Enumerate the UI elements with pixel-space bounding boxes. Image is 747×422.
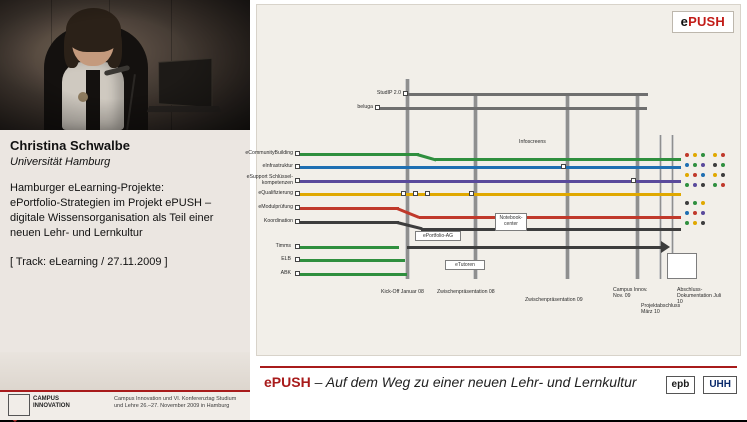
milestone-track-campus09 — [635, 95, 640, 279]
label-koordination: Koordination — [263, 218, 293, 224]
legend-dot — [701, 221, 705, 225]
interchange-marker — [413, 191, 418, 196]
line-equalifizierung-a — [299, 193, 407, 196]
interchange-marker — [631, 178, 636, 183]
station-esupport — [295, 178, 300, 183]
milestone-campus09: Campus Innov. Nov. 09 — [613, 287, 648, 299]
legend-dot — [721, 153, 725, 157]
line-studip — [408, 93, 648, 96]
label-beluga: beluga — [357, 104, 373, 110]
label-einfrastruktur: eInfrastruktur — [262, 163, 293, 169]
interchange-marker — [401, 191, 406, 196]
slide-content — [245, 4, 741, 356]
label-elb: ELB — [281, 256, 291, 262]
footer-brand: ePUSH — [264, 374, 311, 390]
thumbnail-logo-icon — [8, 394, 30, 416]
station-beluga — [375, 105, 380, 110]
talk-title-line-3: digitale Wissensorganisation als Teil einer — [10, 212, 214, 224]
station-ecommunity — [295, 151, 300, 156]
talk-track: [ Track: eLearning / 27.11.2009 ] — [10, 256, 168, 268]
legend-dot — [685, 163, 689, 167]
station-timms — [295, 244, 300, 249]
epush-logo-prefix: e — [680, 14, 689, 29]
speaker-info-card — [0, 130, 250, 352]
label-emodulpruefung: eModulprüfung — [258, 204, 293, 210]
roadmap-diagram — [245, 5, 740, 355]
station-emodulpruefung — [295, 205, 300, 210]
line-koordination-a — [299, 221, 399, 224]
uhh-logo: UHH — [703, 376, 737, 394]
legend-dot — [721, 173, 725, 177]
slide-footer — [250, 358, 747, 420]
legend-dot — [693, 153, 697, 157]
milestone-kickoff: Kick-Off Januar 08 — [381, 289, 424, 295]
line-esupport-a — [299, 180, 431, 183]
interchange-marker — [425, 191, 430, 196]
milestone-track-zwisch08 — [473, 95, 478, 279]
legend-dot — [701, 183, 705, 187]
epush-logo-suffix: PUSH — [688, 14, 725, 29]
legend-dot — [693, 163, 697, 167]
line-equalifizierung-b — [405, 193, 681, 196]
legend-dot — [721, 183, 725, 187]
talk-title-line-4: neuen Lehr- und Lernkultur — [10, 227, 143, 239]
station-abk — [295, 271, 300, 276]
line-beluga — [379, 107, 647, 110]
legend-dot — [701, 153, 705, 157]
footer-logos — [666, 376, 737, 394]
legend-dot — [693, 173, 697, 177]
footer-rule — [260, 366, 737, 368]
legend-dot — [693, 183, 697, 187]
milestone-zwisch09: Zwischenpräsentation 09 — [525, 297, 583, 303]
thumbnail-logo-line-2: INNOVATION — [33, 403, 70, 409]
line-emodulpruefung-a — [299, 207, 399, 210]
thumbnail-caption: Campus Innovation und VI. Konferenztag Studium und Lehre 26.–27. November 2009 in Hamburg — [114, 396, 237, 409]
line-emodulpruefung-b — [419, 216, 681, 219]
line-timms — [299, 246, 399, 249]
line-elb — [299, 259, 405, 262]
label-timms: Timms — [275, 243, 291, 249]
slide-thumbnail[interactable] — [0, 352, 250, 420]
legend-dot — [713, 163, 717, 167]
legend-dot — [721, 163, 725, 167]
thumbnail-logo-line-1: CAMPUS — [33, 396, 60, 402]
footer-subtitle: – Auf dem Weg zu einer neuen Lehr- und Lernkultur — [314, 374, 637, 390]
box-eportfolio-ag: ePortfolio-AG — [415, 231, 461, 241]
interchange-marker — [469, 191, 474, 196]
milestone-zwisch08: Zwischenpräsentation 08 — [437, 289, 495, 295]
speaker-name: Christina Schwalbe — [10, 138, 130, 153]
label-esupport: eSupport Schlüssel-kompetenzen — [246, 174, 293, 186]
label-studip: StudIP 2.0 — [376, 90, 401, 96]
legend-dot — [685, 221, 689, 225]
left-panel — [0, 0, 250, 420]
legend-dot — [693, 211, 697, 215]
thumbnail-top-band — [0, 352, 250, 390]
station-elb — [295, 257, 300, 262]
label-abk: ABK — [280, 270, 291, 276]
legend-dot — [685, 211, 689, 215]
station-einfrastruktur — [295, 164, 300, 169]
video-vignette — [0, 0, 250, 130]
legend-dot — [685, 173, 689, 177]
legend-dot — [701, 201, 705, 205]
line-esupport-b — [429, 180, 681, 183]
legend-dot — [713, 183, 717, 187]
legend-dot — [713, 153, 717, 157]
milestone-track-zwisch09 — [565, 95, 570, 279]
label-equalifizierung: eQualifizierung — [258, 190, 293, 196]
box-notebookcenter: Notebook-center — [495, 213, 527, 231]
legend-dot — [685, 201, 689, 205]
legend-dot — [685, 183, 689, 187]
speaker-video[interactable] — [0, 0, 250, 130]
milestone-track-abschluss — [659, 135, 662, 279]
station-koordination — [295, 219, 300, 224]
line-ecommunity-diag — [417, 153, 437, 161]
label-infoscreens: Infoscreens — [519, 139, 546, 145]
box-etutoren: eTutoren — [445, 260, 485, 270]
line-einfrastruktur-a — [299, 166, 439, 169]
legend-dot — [713, 173, 717, 177]
line-ecommunity-b — [435, 158, 681, 161]
line-abk — [299, 273, 407, 276]
legend-dot — [693, 221, 697, 225]
arrow-head-icon — [661, 241, 670, 253]
label-ecommunitybuilding: eCommunityBuilding — [245, 150, 293, 156]
thumbnail-rule — [0, 390, 250, 392]
legend-dot — [701, 173, 705, 177]
milestone-dokumentation: Abschluss-Dokumentation Juli 10 — [677, 287, 722, 305]
legend-dot — [685, 153, 689, 157]
milestone-projektabschluss: Projektabschluss März 10 — [641, 303, 681, 315]
talk-title-line-2: ePortfolio-Strategien im Projekt ePUSH – — [10, 197, 212, 209]
legend-dot — [701, 163, 705, 167]
speaker-affiliation: Universität Hamburg — [10, 156, 111, 168]
station-equalifizierung — [295, 191, 300, 196]
talk-title-line-1: Hamburger eLearning-Projekte: — [10, 182, 165, 194]
interchange-marker — [561, 164, 566, 169]
line-einfrastruktur-b — [437, 166, 681, 169]
line-trunk — [407, 246, 663, 249]
station-studip — [403, 91, 408, 96]
legend-dot — [693, 201, 697, 205]
footer-title — [264, 374, 637, 390]
epb-logo: epb — [666, 376, 696, 394]
slide-panel — [245, 0, 747, 420]
box-endpoint — [667, 253, 697, 279]
line-ecommunity-a — [299, 153, 419, 156]
legend-dot — [701, 211, 705, 215]
